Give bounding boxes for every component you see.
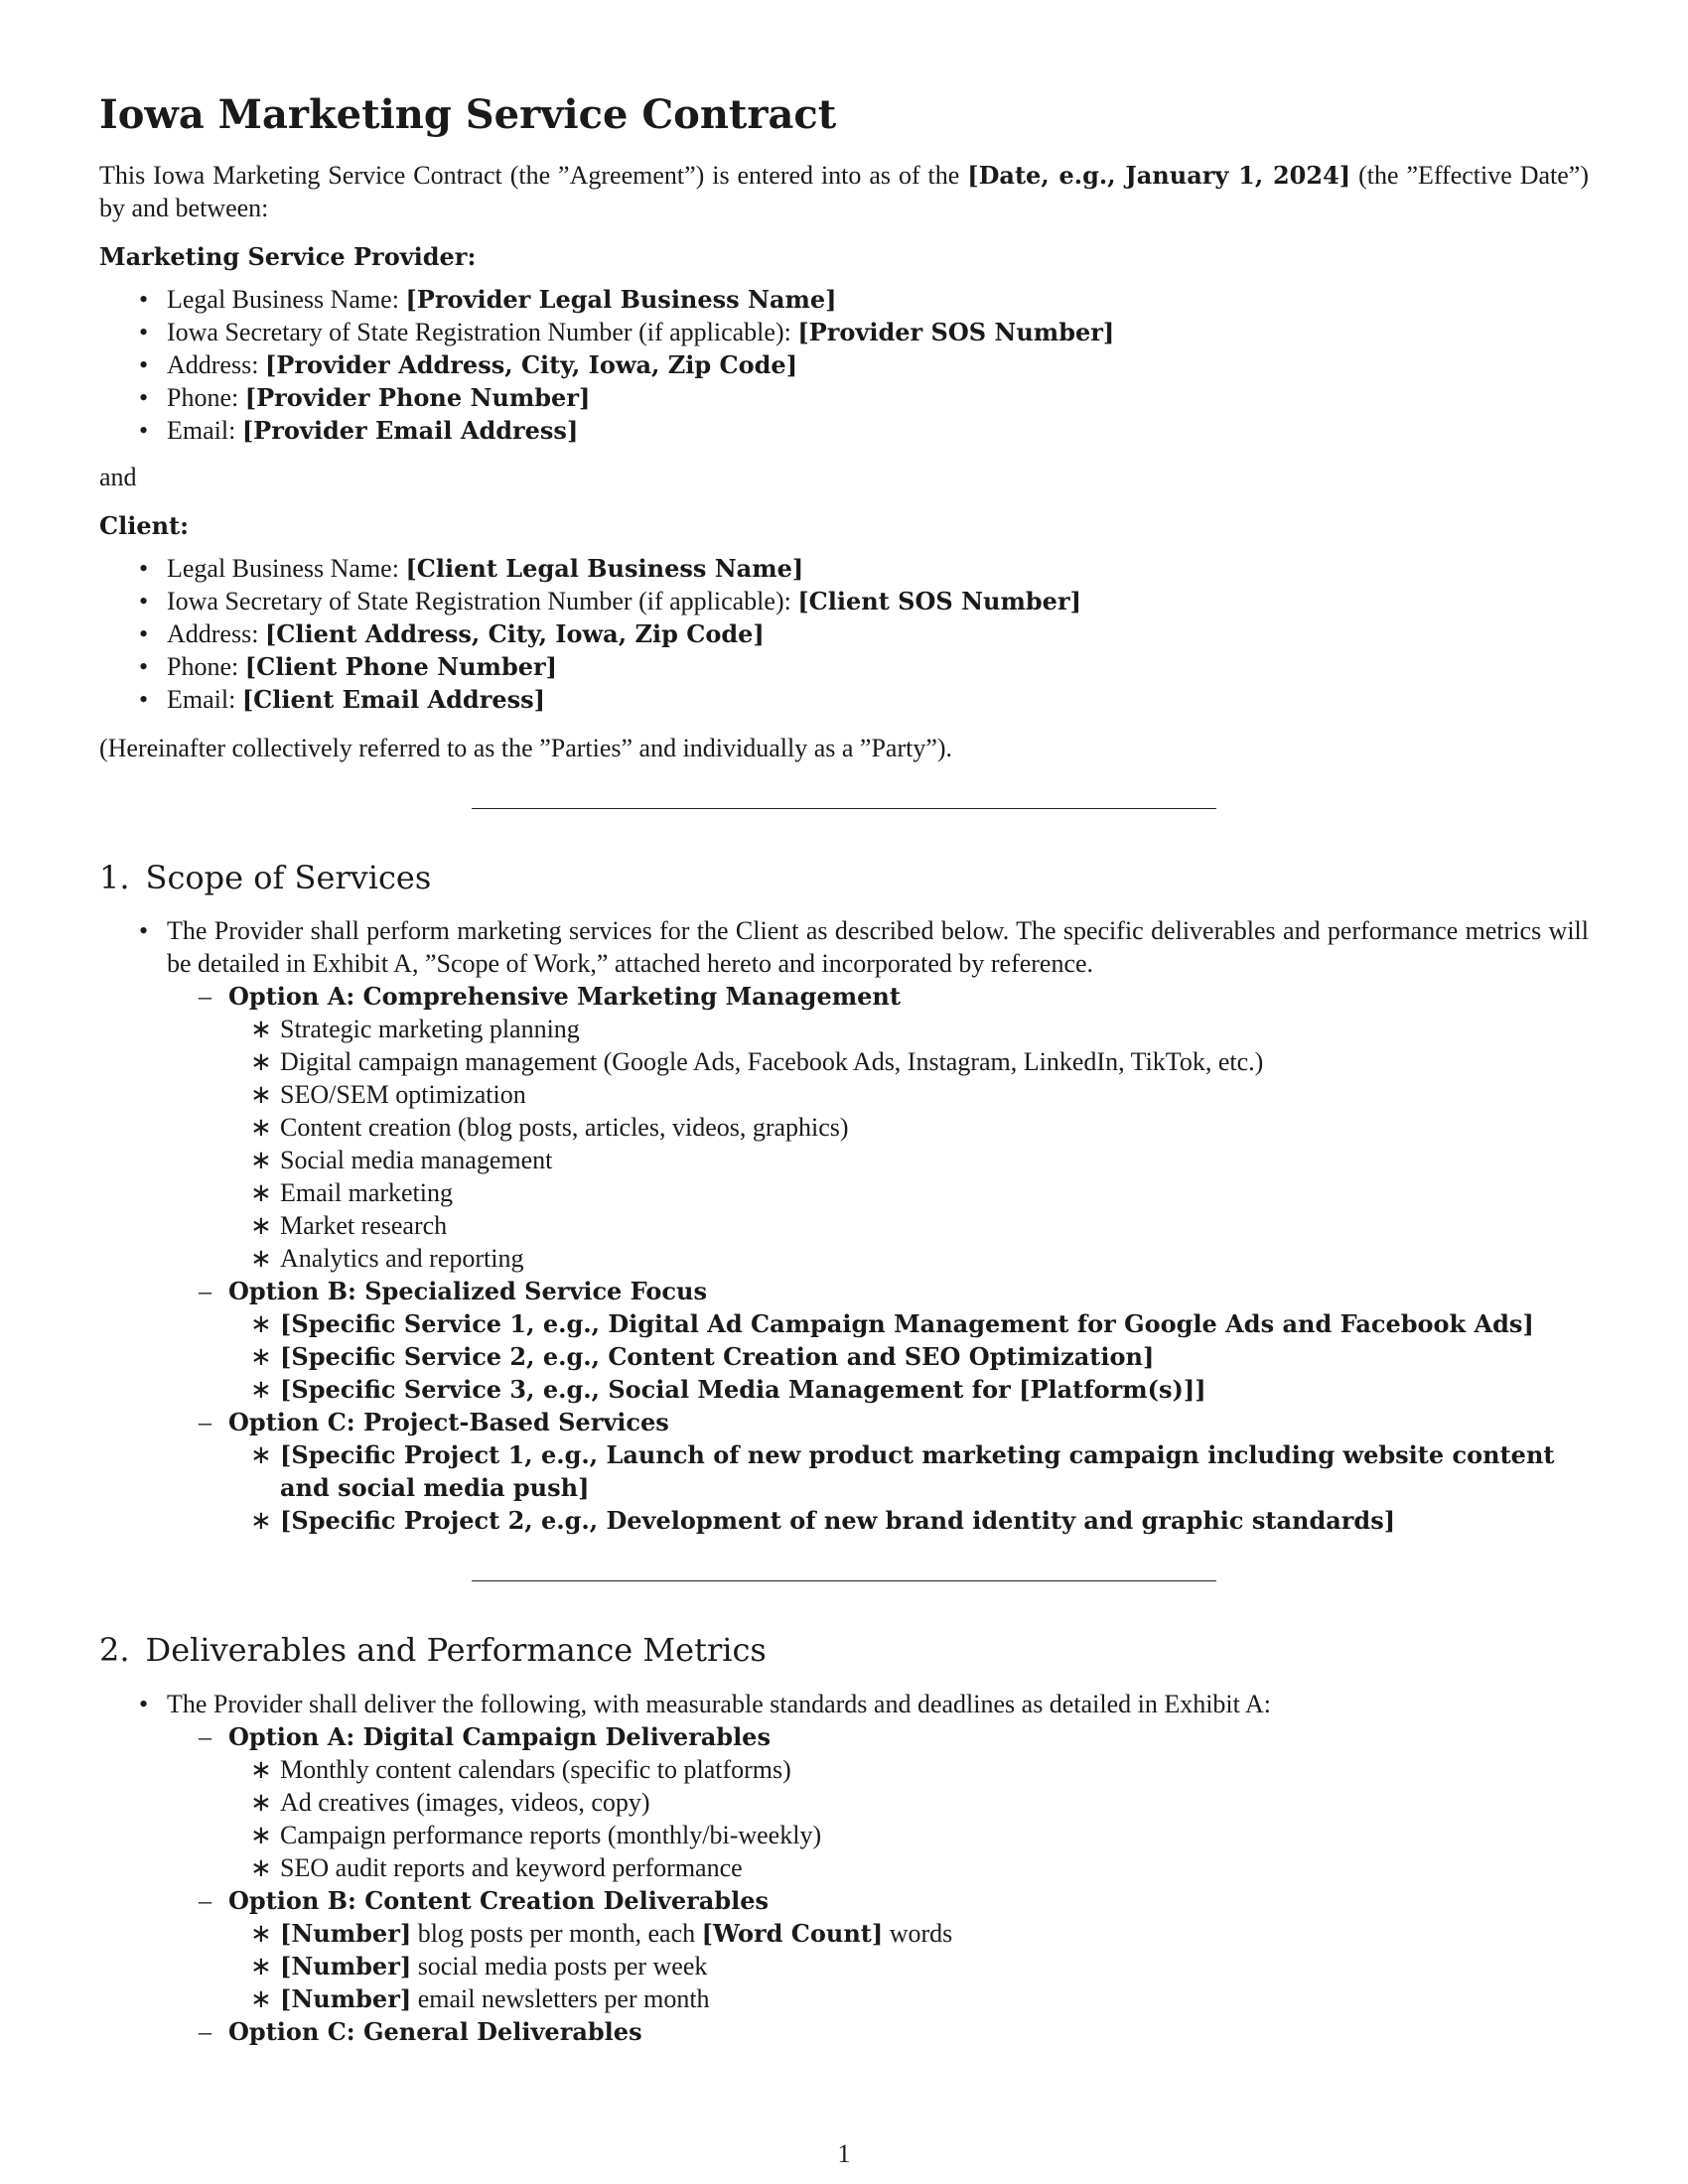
option-heading: – Option C: General Deliverables <box>199 2016 642 2046</box>
page-number: 1 <box>837 2139 851 2168</box>
option-heading: – Option A: Comprehensive Marketing Management <box>199 982 901 1012</box>
provider-item: • Email: [Provider Email Address] <box>139 416 579 445</box>
list-item: ∗ SEO audit reports and keyword performance <box>250 1852 743 1882</box>
client-item: • Iowa Secretary of State Registration Number (if applicable): [Client SOS Number] <box>139 587 1081 615</box>
list-item: ∗ [Specific Project 1, e.g., Launch of new product marketing campaign including website content and social media push] <box>250 1440 1555 1503</box>
list-item: ∗ [Specific Service 3, e.g., Social Media Management for [Platform(s)]] <box>250 1375 1206 1405</box>
section-1-list <box>99 914 1589 1537</box>
section-divider <box>472 808 1216 809</box>
list-item: ∗ Strategic marketing planning <box>250 1015 580 1044</box>
provider-item: • Iowa Secretary of State Registration Number (if applicable): [Provider SOS Number] <box>139 318 1115 346</box>
list-item: ∗ SEO/SEM optimization <box>250 1080 526 1110</box>
effective-date-placeholder: [Date, e.g., January 1, 2024] <box>967 161 1351 190</box>
option-heading: – Option C: Project-Based Services <box>199 1408 669 1437</box>
document-title: Iowa Marketing Service Contract <box>99 91 837 138</box>
client-item: • Email: [Client Email Address] <box>139 685 545 714</box>
option-heading: – Option A: Digital Campaign Deliverables <box>199 1721 771 1751</box>
client-item: • Address: [Client Address, City, Iowa, Zip Code] <box>139 619 765 648</box>
provider-list <box>99 283 1589 447</box>
section-1-heading: 1. Scope of Services <box>99 859 432 896</box>
list-item: ∗ Digital campaign management (Google Ads, Facebook Ads, Instagram, LinkedIn, TikTok, etc.) <box>250 1047 1264 1077</box>
section-divider <box>472 1580 1216 1581</box>
client-item: • Legal Business Name: [Client Legal Business Name] <box>139 554 804 583</box>
list-item: ∗ Email marketing <box>250 1178 454 1208</box>
list-item: ∗ [Specific Project 2, e.g., Development of new brand identity and graphic standards] <box>250 1506 1396 1536</box>
option-heading: – Option B: Specialized Service Focus <box>199 1277 707 1306</box>
option-heading: – Option B: Content Creation Deliverables <box>199 1885 769 1915</box>
list-item: ∗ Content creation (blog posts, articles, videos, graphics) <box>250 1113 849 1143</box>
intro-paragraph <box>99 159 1589 224</box>
parties-text: (Hereinafter collectively referred to as the ”Parties” and individually as a ”Party”). <box>99 734 953 762</box>
list-item: ∗ Campaign performance reports (monthly/bi-weekly) <box>250 1820 822 1849</box>
client-item: • Phone: [Client Phone Number] <box>139 652 557 681</box>
client-list <box>99 552 1589 716</box>
list-item: ∗ [Number] social media posts per week <box>250 1951 708 1980</box>
provider-item: • Address: [Provider Address, City, Iowa, Zip Code] <box>139 350 798 379</box>
list-item: ∗ Monthly content calendars (specific to platforms) <box>250 1754 791 1784</box>
list-item: ∗ Market research <box>250 1211 448 1241</box>
list-item: ∗ Ad creatives (images, videos, copy) <box>250 1787 650 1817</box>
section-2-bullet: • The Provider shall deliver the following, with measurable standards and deadlines as detailed in Exhibit A: <box>139 1689 1271 1718</box>
intro-text-end: (the ”Effective Date”) by and between: <box>99 161 1589 222</box>
section-1-bullet: • The Provider shall perform marketing services for the Client as described below. The specific deliverables and performance metrics will be detailed in Exhibit A, ”Scope of Work,” attached hereto and incorporated by reference. <box>139 916 1589 979</box>
provider-item: • Legal Business Name: [Provider Legal Business Name] <box>139 285 837 314</box>
intro-text: This Iowa Marketing Service Contract (the ”Agreement”) is entered into as of the <box>99 161 968 190</box>
document-page <box>99 79 1589 2048</box>
and-text: and <box>99 463 137 491</box>
list-item: ∗ Analytics and reporting <box>250 1244 524 1274</box>
provider-heading: Marketing Service Provider: <box>99 242 477 271</box>
provider-item: • Phone: [Provider Phone Number] <box>139 383 591 412</box>
list-item: ∗ [Specific Service 1, e.g., Digital Ad Campaign Management for Google Ads and Facebook Ads] <box>250 1309 1534 1339</box>
list-item: ∗ [Number] email newsletters per month <box>250 1983 710 2013</box>
list-item: ∗ [Number] blog posts per month, each [Word Count] words <box>250 1918 953 1948</box>
list-item: ∗ [Specific Service 2, e.g., Content Creation and SEO Optimization] <box>250 1342 1155 1372</box>
section-2-list <box>99 1688 1589 2048</box>
list-item: ∗ Social media management <box>250 1146 553 1175</box>
section-2-heading: 2. Deliverables and Performance Metrics <box>99 1631 767 1670</box>
client-heading: Client: <box>99 511 189 540</box>
